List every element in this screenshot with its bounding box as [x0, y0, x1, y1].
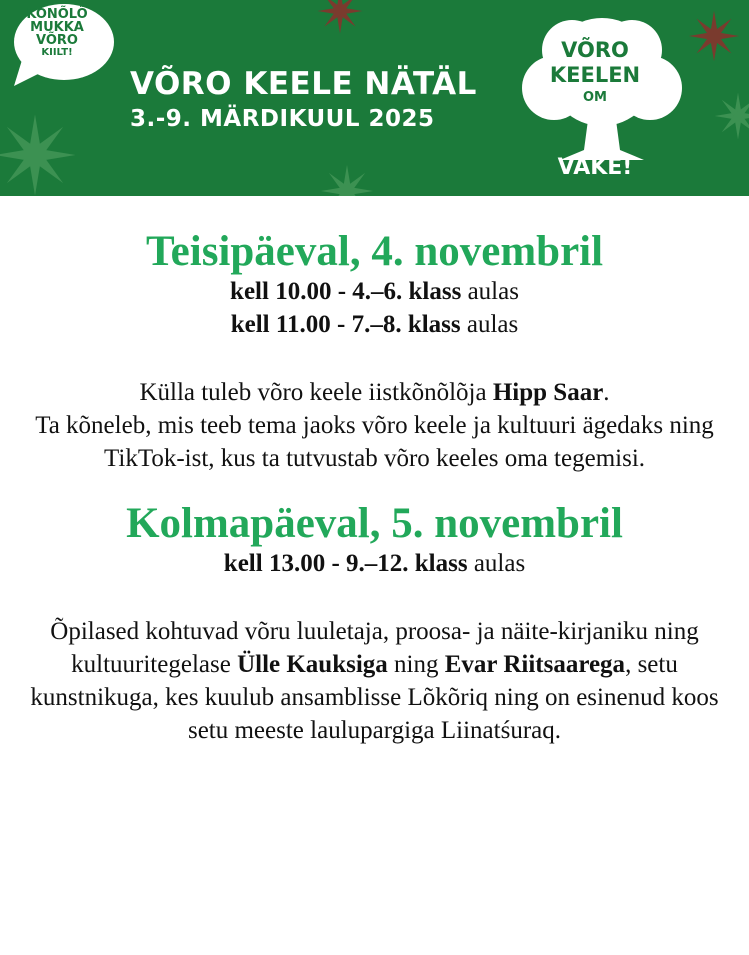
- session-line: [0, 308, 749, 341]
- snowflake-icon: [712, 90, 749, 142]
- event-content: [0, 229, 749, 747]
- guest-name: Ülle Kauksiga: [237, 651, 388, 678]
- header-banner: [0, 0, 749, 196]
- day-heading: Teisipäeval, 4. novembril: [145, 228, 604, 275]
- banner-dates: 3.-9. MÄRDIKUUL 2025: [130, 106, 435, 132]
- session-place: aulas: [461, 278, 519, 305]
- tree-logo-line: OM: [583, 90, 607, 105]
- guest-name: Hipp Saar: [492, 379, 604, 406]
- session-place: aulas: [467, 550, 526, 577]
- session-time: kell 10.00 - 4.–6. klass: [230, 278, 462, 305]
- session-line: [0, 547, 749, 580]
- snowflake-icon: [318, 162, 376, 196]
- day-heading: Kolmapäeval, 5. novembril: [126, 500, 623, 547]
- session-place: aulas: [460, 311, 519, 338]
- banner-title: VÕRO KEELE NÄTÄL: [130, 66, 477, 102]
- tree-logo-line: VÕRO: [561, 38, 629, 62]
- session-time: kell 11.00 - 7.–8. klass: [230, 311, 461, 338]
- bubble-label: KÕNÕLÕ MUKKA VÕRO KIILT!: [26, 7, 88, 58]
- event-description: Külla tuleb võro keele iistkõnõlõja Hipp Saar. Ta kõneleb, mis teeb tema jaoks võro keele ja kultuuri ägedaks ning TikTok-ist, kus ta tutvustab võro keeles oma tegemisi.: [35, 379, 714, 472]
- event-description: Õpilased kohtuvad võru luuletaja, proosa- ja näite-kirjaniku ning kultuuritegelase Ülle Kauksiga ning Evar Riitsaarega, setu kunstnikuga, kes kuulub ansamblisse Lõkõriq ning on esinenud koos setu meeste laulupargiga Liinatśuraq.: [30, 618, 719, 744]
- guest-name: Evar Riitsaarega: [444, 651, 626, 678]
- session-time: kell 13.00 - 9.–12. klass: [223, 550, 468, 577]
- snowflake-icon: [0, 110, 80, 196]
- session-line: [0, 275, 749, 308]
- snowflake-icon: [300, 0, 380, 36]
- snowflake-icon: [686, 8, 742, 64]
- tree-logo-line: VÄKE!: [557, 155, 633, 180]
- tree-logo-line: KEELEN: [549, 63, 641, 87]
